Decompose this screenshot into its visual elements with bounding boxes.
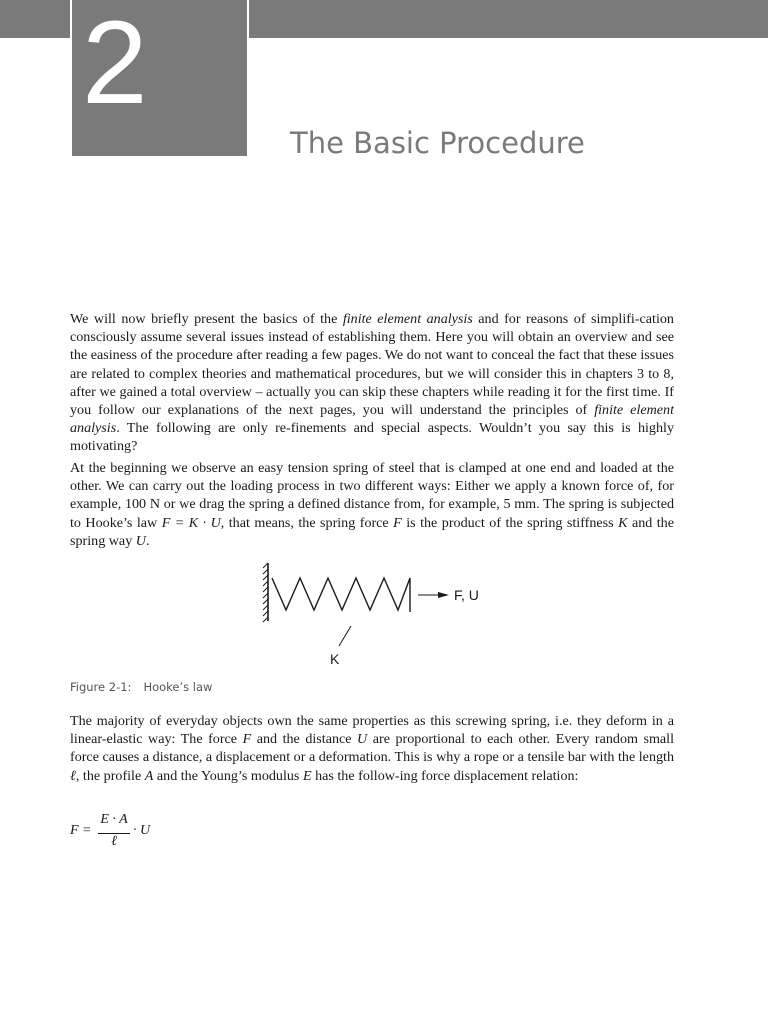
figure-caption	[70, 680, 212, 694]
chapter-title: The Basic Procedure	[290, 126, 585, 160]
formula-numerator: E · A	[100, 812, 128, 827]
intro-paragraph: We will now briefly present the basics of the finite element analysis and for reasons of simplifi-cation consciously assume several issues instead of establishing them. Here you will obtain an overview and see the easiness of the procedure after reading a few pages. We do not want to conceal the fact that these issues are related to complex theories and mathematical procedures, but we will consider this in chapters 3 to 8, after we gained a total overview – actually you can skip these chapters while reading it for the first time. If you follow our explanations of the next pages, you will understand the principles of finite element analysis. The following are only re-finements and special aspects. Wouldn’t you say this is highly motivating?	[70, 311, 675, 455]
linear-elastic-paragraph: The majority of everyday objects own the same properties as this screwing spring, i.e. they deform in a linear-elastic way: The force F and the distance U are proportional to each other. Every random small force causes a distance, a displacement or a deformation. This is why a rope or a tensile bar with the length ℓ, the profile A and the Young’s modulus E has the follow-ing force displacement relation:	[70, 713, 675, 784]
formula-rhs: · U	[133, 823, 151, 838]
formula-lhs: F =	[70, 823, 92, 838]
force-label: F, U	[454, 587, 479, 603]
spring-paragraph: At the beginning we observe an easy tension spring of steel that is clamped at one end and loaded at the other. We can carry out the loading process in two different ways: Either we apply a known force of, for example, 100 N or we drag the spring a defined distance from, for example, 5 mm. The spring is subjected to Hooke’s law F = K · U, that means, the spring force F is the product of the spring stiffness K and the spring way U.	[70, 460, 674, 549]
stiffness-label: K	[330, 651, 340, 667]
figure-caption-number: Figure 2-1:	[70, 680, 132, 694]
chapter-number-box	[70, 0, 249, 156]
figure-caption-text: Hooke’s law	[143, 680, 213, 694]
spring-coil	[272, 578, 410, 612]
spring-diagram	[255, 558, 495, 673]
stiffness-pointer	[339, 626, 351, 646]
formula-denominator: ℓ	[111, 834, 117, 849]
wall-hatch	[263, 563, 268, 622]
force-arrow	[418, 592, 449, 598]
chapter-number: 2	[82, 0, 148, 129]
